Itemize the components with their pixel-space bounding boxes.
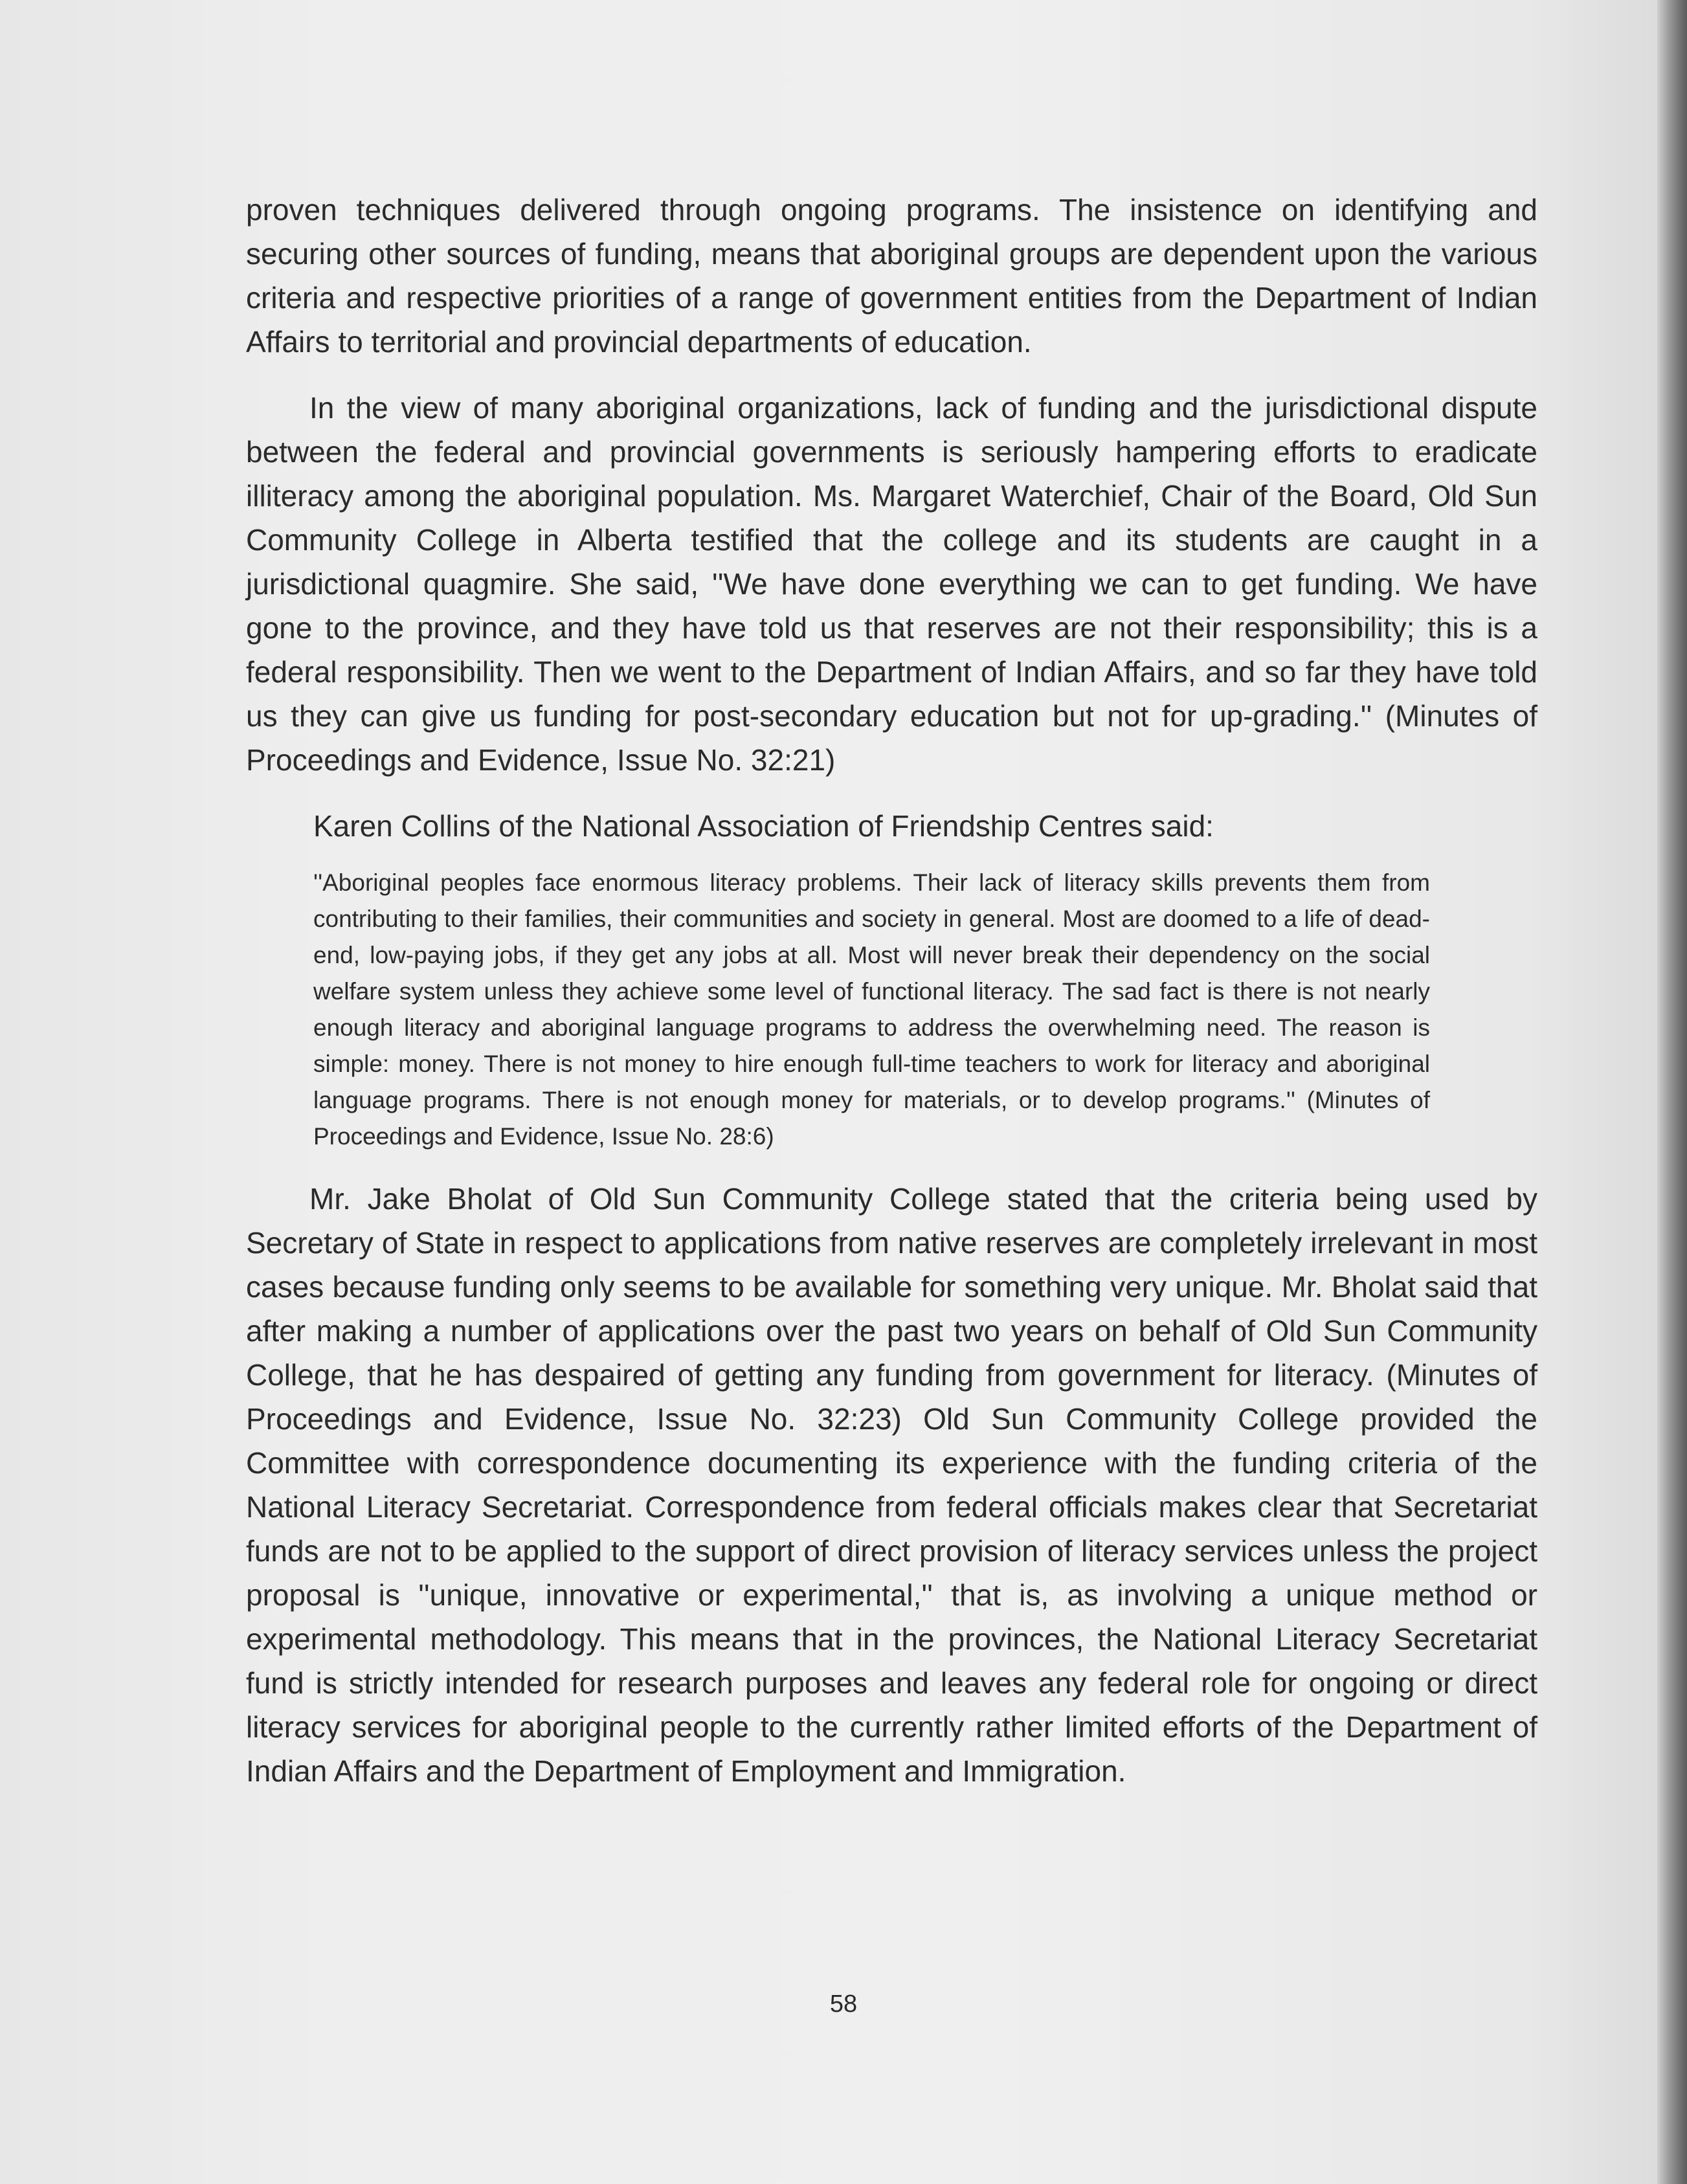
paragraph-continued: proven techniques delivered through ongoing programs. The insistence on identifying and securing other sources of funding, means that aboriginal groups are dependent upon the various criteria and respective priorities of a range of government entities from the Department of Indian Affairs to territorial and provincial departments of education. xyxy=(246,193,1537,359)
page-number: 58 xyxy=(829,1990,858,2018)
quote-attribution: Karen Collins of the National Association of Friendship Centres said: xyxy=(313,809,1214,843)
paragraph-funding-dispute: In the view of many aboriginal organizations, lack of funding and the jurisdictional dispute between the federal and provincial governments is seriously hampering efforts to eradicate illiteracy among the aboriginal population. Ms. Margaret Waterchief, Chair of the Board, Old Sun Community College in Alberta testified that the college and its students are caught in a jurisdictional quagmire. She said, ''We have done everything we can to get funding. We have gone to the province, and they have told us that reserves are not their responsibility; this is a federal responsibility. Then we went to the Department of Indian Affairs, and so far they have told us they can give us funding for post-secondary education but not for up-grading.'' (Minutes of Proceedings and Evidence, Issue No. 32:21) xyxy=(246,391,1537,777)
page-edge-shadow xyxy=(1657,0,1687,2184)
paragraph-bholat-testimony: Mr. Jake Bholat of Old Sun Community College stated that the criteria being used by Secretary of State in respect to applications from native reserves are completely irrelevant in most cases because funding only seems to be available for something very unique. Mr. Bholat said that after making a number of applications over the past two years on behalf of Old Sun Community College, that he has despaired of getting any funding from government for literacy. (Minutes of Proceedings and Evidence, Issue No. 32:23) Old Sun Community College provided the Committee with correspondence documenting its experience with the funding criteria of the National Literacy Secretariat. Correspondence from federal officials makes clear that Secretariat funds are not to be applied to the support of direct provision of literacy services unless the project proposal is ''unique, innovative or experimental,'' that is, as involving a unique method or experimental methodology. This means that in the provinces, the National Literacy Secretariat fund is strictly intended for research purposes and leaves any federal role for ongoing or direct literacy services for aboriginal people to the currently rather limited efforts of the Department of Indian Affairs and the Department of Employment and Immigration. xyxy=(246,1182,1537,1788)
page-body xyxy=(246,188,1537,1815)
block-quote: ''Aboriginal peoples face enormous literacy problems. Their lack of literacy skills prevents them from contributing to their families, their communities and society in general. Most are doomed to a life of dead-end, low-paying jobs, if they get any jobs at all. Most will never break their dependency on the social welfare system unless they achieve some level of functional literacy. The sad fact is there is not nearly enough literacy and aboriginal language programs to address the overwhelming need. The reason is simple: money. There is not money to hire enough full-time teachers to work for literacy and aboriginal language programs. There is not enough money for materials, or to develop programs.'' (Minutes of Proceedings and Evidence, Issue No. 28:6) xyxy=(313,869,1430,1150)
